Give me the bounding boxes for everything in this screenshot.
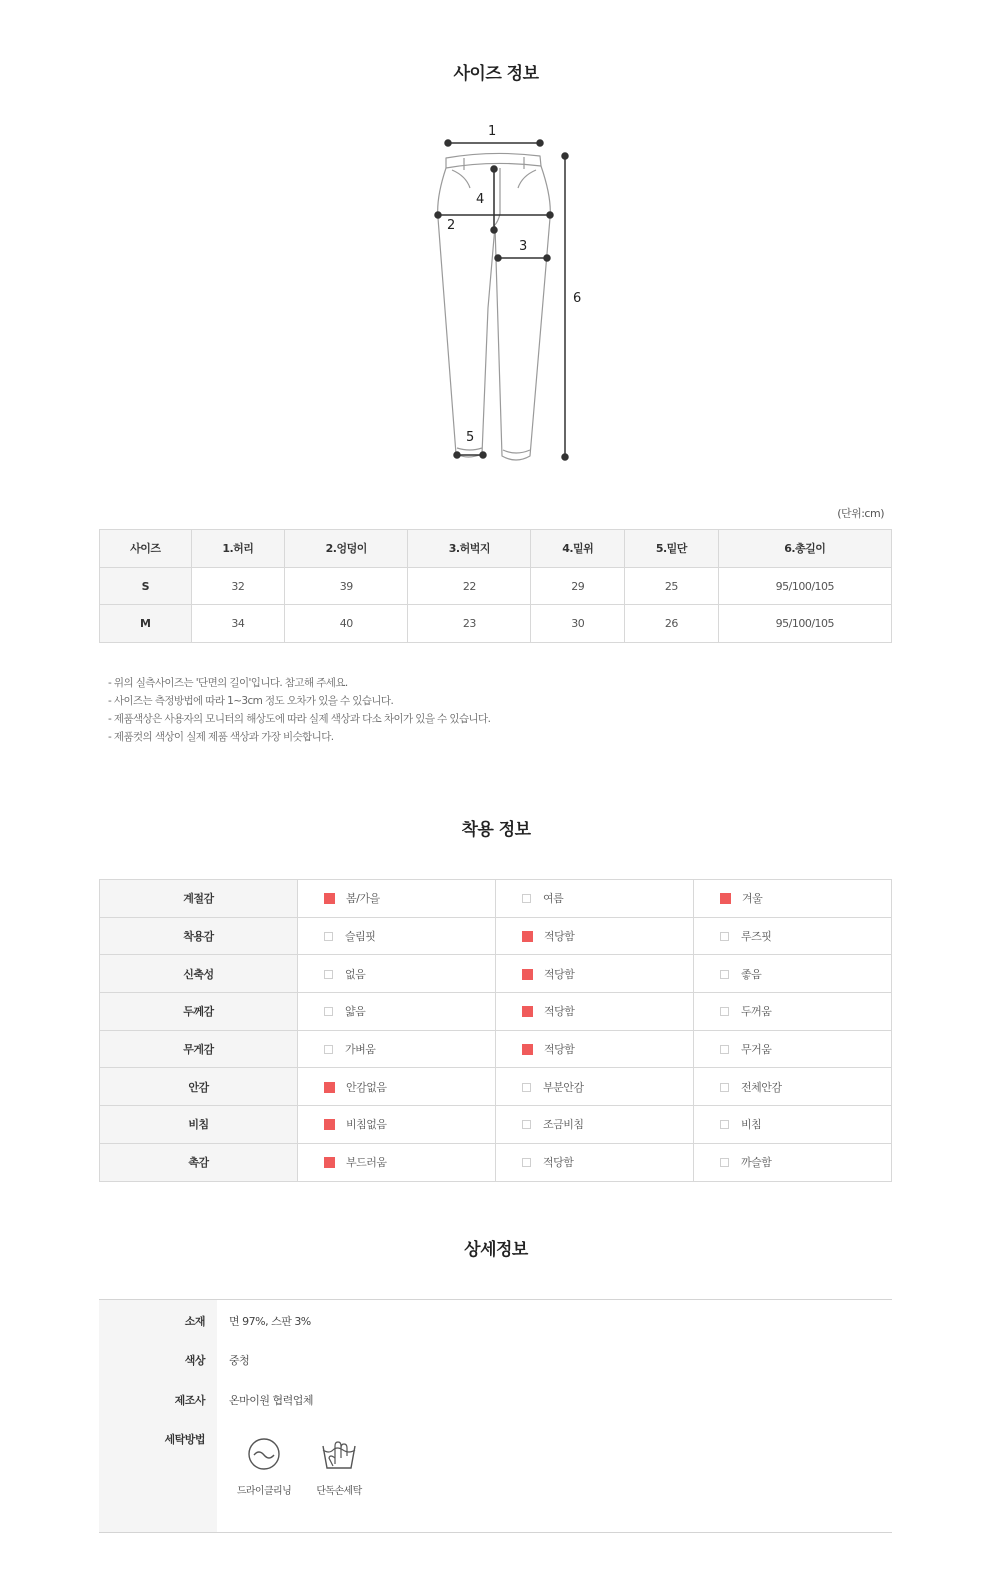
fit-row-label: 비침 [100,1106,298,1144]
fit-option-label: 부분안감 [543,1080,584,1094]
unchecked-checkbox [522,1083,531,1092]
fit-option [298,993,496,1031]
fit-option [298,1030,496,1068]
table-row [100,993,892,1031]
wash-label: 세탁방법 [164,1433,205,1446]
fit-option-label: 적당함 [544,1043,575,1057]
unchecked-checkbox [720,1083,729,1092]
checked-checkbox [522,931,533,942]
size-info-title: 사이즈 정보 [453,64,539,84]
fit-option [496,993,694,1031]
unit-label: (단위:cm) [837,507,884,520]
size-value: 34 [191,605,285,643]
size-value: 25 [625,567,719,605]
fit-option-label: 루즈핏 [741,930,772,944]
checked-checkbox [522,1006,533,1017]
diagram-label-thigh: 3 [519,239,528,254]
header-cell: 4.밑위 [531,530,625,568]
maker-value: 온마이원 협력업체 [229,1394,314,1407]
size-value: 40 [285,605,408,643]
note-line: - 제품컷의 색상이 실제 제품 색상과 가장 비슷합니다. [108,731,334,743]
table-row [100,1068,892,1106]
fit-option [694,1030,892,1068]
checked-checkbox [522,1044,533,1055]
unchecked-checkbox [720,1158,729,1167]
unchecked-checkbox [720,1045,729,1054]
detail-info-title: 상세정보 [464,1240,528,1260]
fit-option [694,917,892,955]
note-line: - 제품색상은 사용자의 모니터의 해상도에 따라 실제 색상과 다소 차이가 있을 수 있습니다. [108,713,491,725]
fit-option-label: 무거움 [741,1043,772,1057]
note-line: - 위의 실측사이즈는 '단면의 길이'입니다. 참고해 주세요. [108,677,348,689]
checked-checkbox [324,893,335,904]
fit-option-label: 까슬함 [741,1156,772,1170]
fit-option [694,955,892,993]
color-label: 색상 [184,1354,205,1367]
fit-option [496,1106,694,1144]
size-value: 32 [191,567,285,605]
fit-option [298,917,496,955]
fit-option [298,1068,496,1106]
fit-option-label: 부드러움 [346,1156,387,1170]
wash-method-dry-clean [229,1436,299,1497]
size-value: 95/100/105 [718,567,891,605]
diagram-label-waist: 1 [488,124,497,139]
checked-checkbox [324,1082,335,1093]
diagram-label-length: 6 [573,291,582,306]
fit-option-label: 겨울 [742,892,763,906]
unchecked-checkbox [324,1007,333,1016]
detail-table [99,1299,892,1533]
size-value: 29 [531,567,625,605]
unchecked-checkbox [720,1120,729,1129]
fit-row-label: 두께감 [100,993,298,1031]
diagram-label-hip: 2 [447,218,456,233]
fit-option [298,1106,496,1144]
unchecked-checkbox [522,894,531,903]
checked-checkbox [522,969,533,980]
fit-row-label: 계절감 [100,880,298,918]
size-value: 23 [408,605,531,643]
table-row [100,1143,892,1181]
color-value: 중청 [229,1354,250,1367]
diagram-label-hem: 5 [466,430,475,445]
fit-option [496,1068,694,1106]
header-cell: 6.총길이 [718,530,891,568]
wash-method-label: 단독손세탁 [316,1486,362,1497]
table-row [100,567,892,605]
header-cell: 5.밑단 [625,530,719,568]
unchecked-checkbox [324,970,333,979]
size-name: M [100,605,192,643]
fit-option [496,1030,694,1068]
fit-option [694,880,892,918]
fit-option [694,1143,892,1181]
fit-row-label: 착용감 [100,917,298,955]
table-row [100,1106,892,1144]
fit-option-label: 얇음 [345,1005,366,1019]
size-table-header [100,530,892,568]
fit-option-label: 전체안감 [741,1080,782,1094]
fit-row-label: 안감 [100,1068,298,1106]
fit-option [496,917,694,955]
dry-clean-icon [246,1436,282,1472]
detail-label-column [99,1300,217,1532]
size-value: 95/100/105 [718,605,891,643]
maker-label: 제조사 [174,1394,205,1407]
size-notes [108,674,490,746]
fit-option-label: 비침없음 [346,1118,387,1132]
fit-row-label: 무게감 [100,1030,298,1068]
fit-option-label: 조금비침 [543,1118,584,1132]
fit-option-label: 적당함 [544,1005,575,1019]
checked-checkbox [324,1157,335,1168]
header-cell: 2.엉덩이 [285,530,408,568]
fit-option-label: 봄/가을 [346,892,380,906]
size-value: 39 [285,567,408,605]
unchecked-checkbox [720,970,729,979]
unchecked-checkbox [522,1158,531,1167]
fit-option-label: 가벼움 [345,1043,376,1057]
header-cell: 사이즈 [100,530,192,568]
table-row [100,917,892,955]
fit-option-label: 비침 [741,1118,762,1132]
unchecked-checkbox [720,1007,729,1016]
material-label: 소재 [184,1315,205,1328]
fit-option [298,955,496,993]
size-table [99,529,892,643]
fit-option-label: 두꺼움 [741,1005,772,1019]
fit-option [298,1143,496,1181]
header-cell: 3.허벅지 [408,530,531,568]
material-value: 면 97%, 스판 3% [229,1315,311,1328]
fit-option [496,1143,694,1181]
fit-option-label: 여름 [543,892,564,906]
fit-option-label: 좋음 [741,967,762,981]
fit-info-title: 착용 정보 [461,820,531,840]
fit-option [496,880,694,918]
hand-wash-icon [319,1436,359,1472]
fit-option-label: 안감없음 [346,1080,387,1094]
wash-method-hand-wash [304,1436,374,1497]
table-row [100,1030,892,1068]
table-row [100,955,892,993]
fit-option [298,880,496,918]
fit-row-label: 신축성 [100,955,298,993]
diagram-label-rise: 4 [476,192,485,207]
fit-option [694,1106,892,1144]
size-value: 30 [531,605,625,643]
table-row [100,880,892,918]
checked-checkbox [324,1119,335,1130]
size-value: 22 [408,567,531,605]
checked-checkbox [720,893,731,904]
header-cell: 1.허리 [191,530,285,568]
table-row [100,605,892,643]
note-line: - 사이즈는 측정방법에 따라 1~3cm 정도 오차가 있을 수 있습니다. [108,695,394,707]
fit-option-label: 없음 [345,967,366,981]
unchecked-checkbox [522,1120,531,1129]
fit-option [496,955,694,993]
fit-option-label: 슬림핏 [345,930,376,944]
size-value: 26 [625,605,719,643]
fit-table [99,879,892,1182]
unchecked-checkbox [324,1045,333,1054]
fit-option-label: 적당함 [543,1156,574,1170]
unchecked-checkbox [720,932,729,941]
fit-option [694,1068,892,1106]
fit-row-label: 촉감 [100,1143,298,1181]
fit-option-label: 적당함 [544,967,575,981]
wash-method-label: 드라이클리닝 [236,1486,292,1497]
fit-option [694,993,892,1031]
size-name: S [100,567,192,605]
fit-option-label: 적당함 [544,930,575,944]
unchecked-checkbox [324,932,333,941]
